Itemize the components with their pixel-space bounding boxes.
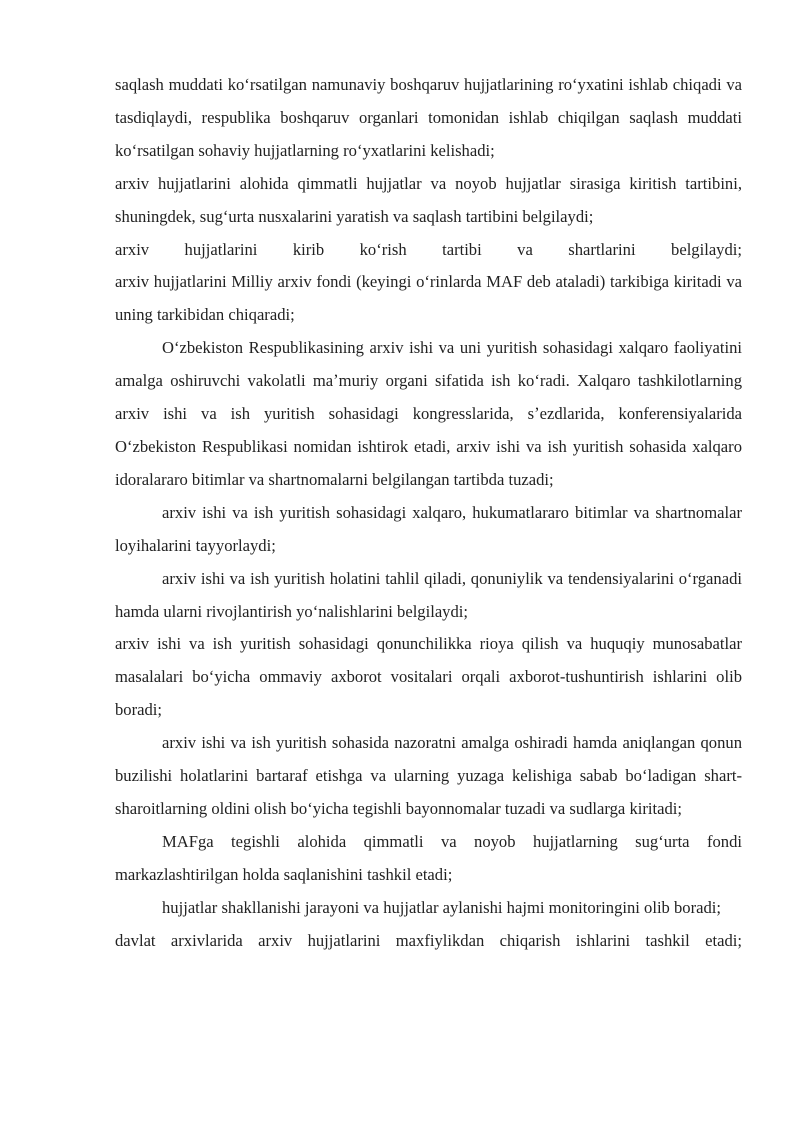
paragraph-declassification: davlat arxivlarida arxiv hujjatlarini maxfiylikdan chiqarish ishlarini tashkil etadi; [115,930,742,950]
paragraph-media-outreach: arxiv ishi va ish yuritish sohasidagi qonunchilikka rioya qilish va huquqiy munosabatlar masalalari boʻyicha ommaviy axborot vositalari orqali axborot-tushuntirish ishlarini olib boradi; [115,634,742,720]
paragraph-valuable-documents: arxiv hujjatlarini alohida qimmatli hujjatlar va noyob hujjatlar sirasiga kiritish tartibini, shuningdek, sugʻurta nusxalarini yaratish va saqlash tartibini belgilaydi; [115,173,742,226]
paragraph-monitoring: hujjatlar shakllanishi jarayoni va hujjatlar aylanishi hajmi monitoringini olib boradi; [162,897,722,917]
paragraph-supervision: arxiv ishi va ish yuritish sohasida nazoratni amalga oshiradi hamda aniqlangan qonun buzilishi holatlarini bartaraf etishga va ularning yuzaga kelishiga sabab boʻladigan shart-sharoitlarning oldini olish boʻyicha tegishli bayonnomalar tuzadi va sudlarga kiritadi; [115,733,742,818]
paragraph-international-activity: Oʻzbekiston Respublikasining arxiv ishi va uni yuritish sohasidagi xalqaro faoliyatini amalga oshiruvchi vakolatli maʼmuriy organi sifatida ish koʻradi. Xalqaro tashkilotlarning arxiv ishi va ish yuritish sohasidagi kongresslarida, sʼezdlarida, konferensiyalarida Oʻzbekiston Respublikasi nomidan ishtirok etadi, arxiv ishi va ish yuritish sohasida xalqaro idoralararo bitimlar va shartnomalarni belgilangan tartibda tuzadi; [115,338,742,489]
paragraph-analysis: arxiv ishi va ish yuritish holatini tahlil qiladi, qonuniylik va tendensiyalarini oʻrganadi hamda ularni rivojlantirish yoʻnalishlarini belgilaydi; [115,568,742,621]
document-page [115,69,742,957]
paragraph-nomenclature: saqlash muddati koʻrsatilgan namunaviy boshqaruv hujjatlarining roʻyxatini ishlab chiqadi va tasdiqlaydi, respublika boshqaruv organlari tomonidan ishlab chiqilgan saqlash muddati koʻrsatilgan sohaviy hujjatlarning roʻyxatlarini kelishadi; [115,75,742,160]
paragraph-draft-agreements: arxiv ishi va ish yuritish sohasidagi xalqaro, hukumatlararo bitimlar va shartnomalar loyihalarini tayyorlaydi; [115,502,742,555]
paragraph-access-rules: arxiv hujjatlarini kirib koʻrish tartibi va shartlarini belgilaydi; [115,239,742,259]
paragraph-insurance-fund: MAFga tegishli alohida qimmatli va noyob hujjatlarning sugʻurta fondi markazlashtirilgan holda saqlanishini tashkil etadi; [115,831,742,884]
paragraph-maf-inclusion: arxiv hujjatlarini Milliy arxiv fondi (keyingi oʻrinlarda MAF deb ataladi) tarkibiga kiritadi va uning tarkibidan chiqaradi; [115,272,742,325]
